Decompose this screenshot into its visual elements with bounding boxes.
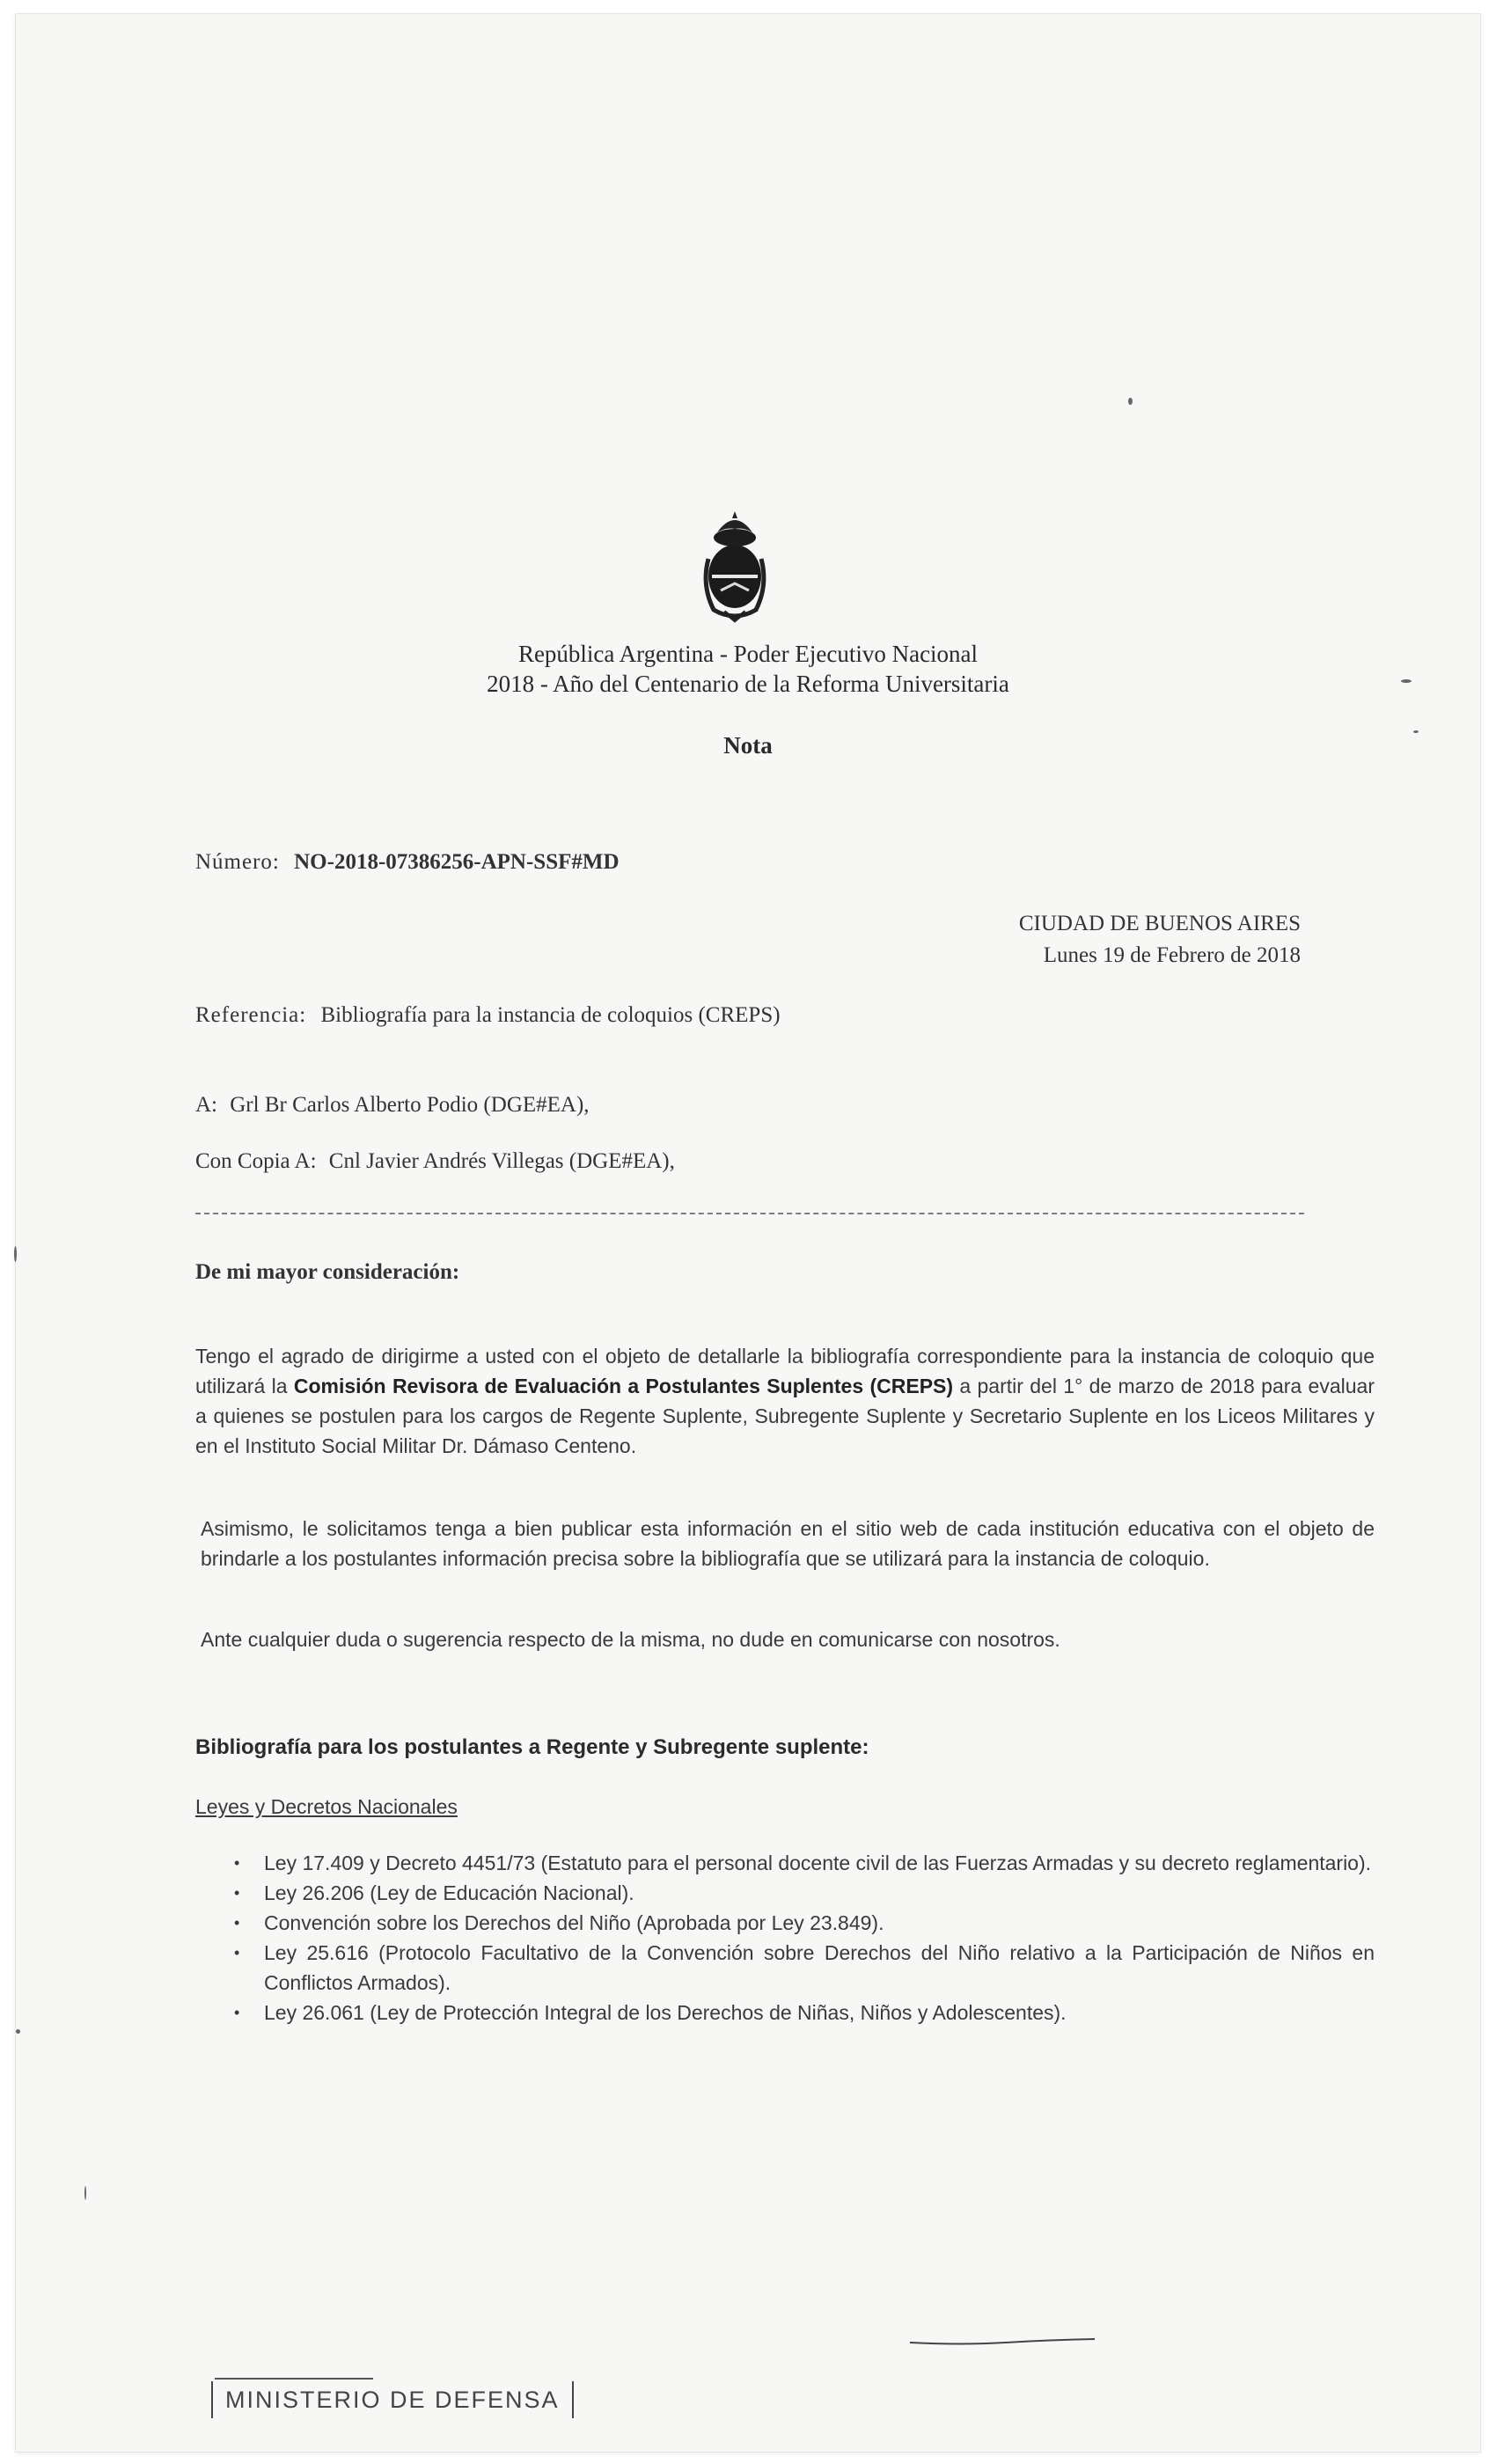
reference: [195, 1003, 781, 1028]
laws-list: [234, 1848, 1375, 2028]
scan-speck: [84, 2186, 86, 2200]
paragraph-contact: Ante cualquier duda o sugerencia respecto de la misma, no dude en comunicarse con nosotros.: [201, 1628, 1060, 1651]
stamp-top-line: [215, 2378, 373, 2380]
separator-line: [195, 1213, 1304, 1214]
scan-speck: [1413, 730, 1419, 733]
document-type: Nota: [723, 732, 773, 759]
signature-stroke: [908, 2337, 1097, 2346]
commission-name: Comisión Revisora de Evaluación a Postulantes Suplentes (CREPS): [293, 1375, 954, 1397]
list-item: • Ley 17.409 y Decreto 4451/73 (Estatuto para el personal docente civil de las Fuerzas Armadas y su decreto reglamentario).: [234, 1848, 1375, 1878]
recipient: [195, 1093, 590, 1118]
recipient-label: A:: [195, 1093, 217, 1117]
scan-speck: [1401, 679, 1412, 683]
list-item: • Ley 26.061 (Ley de Protección Integral de los Derechos de Niñas, Niños y Adolescentes).: [234, 1998, 1375, 2028]
paragraph-publish-request: Asimismo, le solicitamos tenga a bien publicar esta información en el sitio web de cada institución educativa con el objeto de brindarle a los postulantes información precisa sobre la bibliografía que se utilizará para la instancia de coloquio.: [201, 1517, 1375, 1570]
scan-speck: [16, 2029, 20, 2034]
scan-speck: [14, 1246, 17, 1262]
document-page: [16, 14, 1480, 2452]
scan-speck: [1128, 398, 1133, 405]
carbon-copy-value: Cnl Javier Andrés Villegas (DGE#EA),: [328, 1149, 675, 1173]
paragraph-intro-end: a partir del 1° de marzo de 2018 para evaluar a quienes se postulen para los cargos de Regente Suplente, Subregente Suplente y Secretario Suplente en los Liceos Militares y en el Instituto Social Militar Dr. Dámaso Centeno.: [195, 1375, 1375, 1457]
header-line-2: 2018 - Año del Centenario de la Reforma Universitaria: [487, 671, 1009, 697]
number-label: Número:: [195, 850, 280, 874]
paragraph-intro: [195, 1341, 1375, 1461]
number-value: NO-2018-07386256-APN-SSF#MD: [294, 850, 620, 874]
list-item: • Ley 26.206 (Ley de Educación Nacional).: [234, 1878, 1375, 1908]
recipient-value: Grl Br Carlos Alberto Podio (DGE#EA),: [230, 1093, 590, 1117]
date: Lunes 19 de Febrero de 2018: [1043, 943, 1301, 967]
list-item: • Convención sobre los Derechos del Niño (Aprobada por Ley 23.849).: [234, 1908, 1375, 1938]
paragraph-intro-start: Tengo el agrado de dirigirme a usted con el objeto de detallarle la bibliografía correspondiente para la instancia de coloquio que utilizará la: [195, 1345, 1375, 1397]
city: CIUDAD DE BUENOS AIRES: [1018, 912, 1301, 935]
salutation: De mi mayor consideración:: [195, 1260, 460, 1284]
carbon-copy: [195, 1149, 675, 1174]
section-title: Bibliografía para los postulantes a Regente y Subregente suplente:: [195, 1735, 869, 1759]
carbon-copy-label: Con Copia A:: [195, 1149, 317, 1173]
reference-label: Referencia:: [195, 1003, 307, 1027]
document-number: [195, 850, 620, 875]
coat-of-arms-icon: [691, 506, 779, 629]
place-and-date: [1019, 908, 1301, 972]
subsection-title: Leyes y Decretos Nacionales: [195, 1795, 458, 1818]
ministry-stamp: MINISTERIO DE DEFENSA: [211, 2381, 574, 2418]
list-item: • Ley 25.616 (Protocolo Facultativo de la Convención sobre Derechos del Niño relativo a la Participación de Niños en Conflictos Armados).: [234, 1938, 1375, 1998]
header-line-1: República Argentina - Poder Ejecutivo Nacional: [517, 641, 979, 667]
reference-value: Bibliografía para la instancia de coloquios (CREPS): [320, 1003, 781, 1027]
